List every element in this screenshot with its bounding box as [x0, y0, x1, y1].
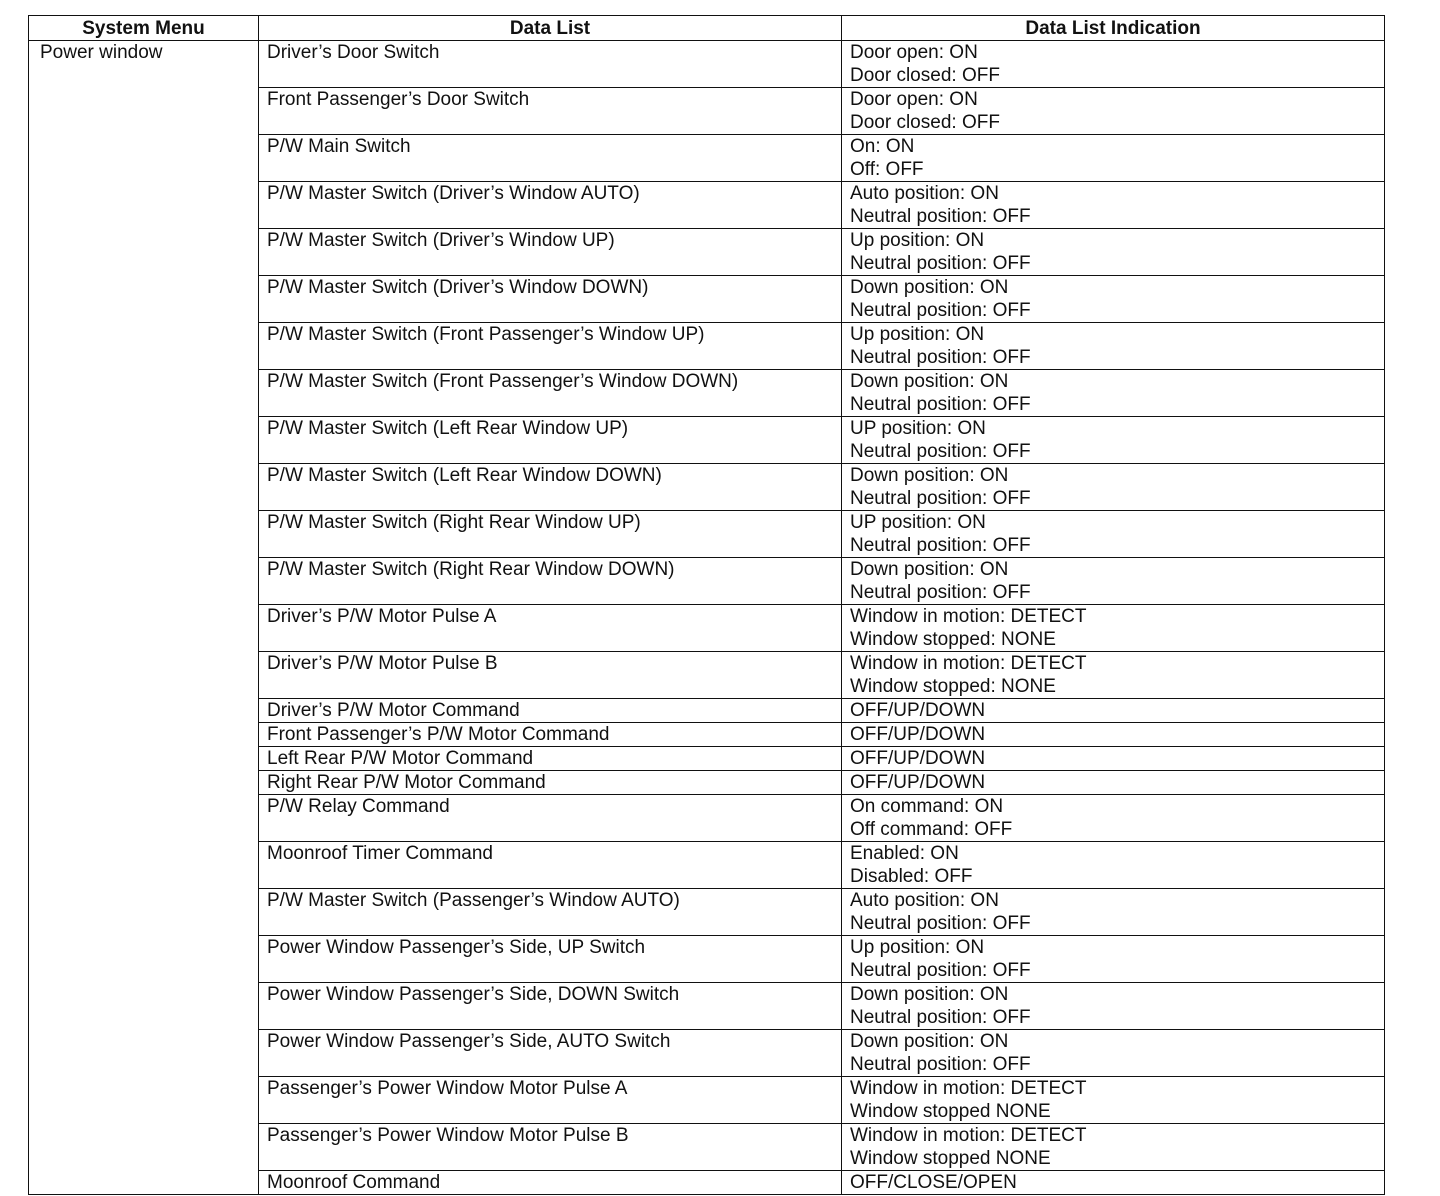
indication-line: Off: OFF — [850, 159, 924, 180]
table-header-row — [29, 16, 1385, 41]
data-list-item: Driver’s P/W Motor Pulse A — [259, 605, 842, 652]
data-list-indication — [842, 323, 1385, 370]
indication-line: Enabled: ON — [850, 843, 959, 864]
indication-line: Door open: ON — [850, 42, 978, 63]
indication-line: Neutral position: OFF — [850, 206, 1031, 227]
data-list-item: P/W Master Switch (Right Rear Window UP) — [259, 511, 842, 558]
data-list-item: P/W Master Switch (Passenger’s Window AUTO) — [259, 889, 842, 936]
data-list-item: Moonroof Timer Command — [259, 842, 842, 889]
indication-line: Auto position: ON — [850, 183, 999, 204]
indication-line: Up position: ON — [850, 324, 985, 345]
data-list-indication — [842, 511, 1385, 558]
indication-line: Neutral position: OFF — [850, 535, 1031, 556]
data-list-indication — [842, 771, 1385, 795]
indication-line: Neutral position: OFF — [850, 913, 1031, 934]
indication-line: Neutral position: OFF — [850, 394, 1031, 415]
indication-line: Window stopped: NONE — [850, 676, 1056, 697]
data-list-indication — [842, 464, 1385, 511]
data-list-item: P/W Master Switch (Front Passenger’s Window UP) — [259, 323, 842, 370]
data-list-item: P/W Master Switch (Front Passenger’s Window DOWN) — [259, 370, 842, 417]
data-list-indication — [842, 842, 1385, 889]
data-list-indication — [842, 652, 1385, 699]
table-row — [29, 41, 1385, 88]
data-list-item: Moonroof Command — [259, 1171, 842, 1195]
indication-line: On: ON — [850, 136, 915, 157]
data-list-item: Driver’s P/W Motor Pulse B — [259, 652, 842, 699]
indication-line: Neutral position: OFF — [850, 1054, 1031, 1075]
data-list-item: Power Window Passenger’s Side, AUTO Switch — [259, 1030, 842, 1077]
indication-line: Window stopped NONE — [850, 1148, 1051, 1169]
indication-line: Auto position: ON — [850, 890, 999, 911]
data-list-item: Driver’s Door Switch — [259, 41, 842, 88]
indication-line: Window in motion: DETECT — [850, 1125, 1087, 1146]
data-list-item: Right Rear P/W Motor Command — [259, 771, 842, 795]
data-list-item: Passenger’s Power Window Motor Pulse A — [259, 1077, 842, 1124]
header-data-list: Data List — [259, 16, 842, 41]
data-list-indication — [842, 795, 1385, 842]
data-list-indication — [842, 182, 1385, 229]
indication-line: Window in motion: DETECT — [850, 1078, 1087, 1099]
data-list-indication — [842, 558, 1385, 605]
data-list-item: Front Passenger’s Door Switch — [259, 88, 842, 135]
indication-line: Neutral position: OFF — [850, 582, 1031, 603]
data-list-item: Passenger’s Power Window Motor Pulse B — [259, 1124, 842, 1171]
data-list-page — [28, 15, 1384, 1195]
indication-line: UP position: ON — [850, 418, 986, 439]
indication-line: On command: ON — [850, 796, 1004, 817]
indication-line: Door open: ON — [850, 89, 978, 110]
data-list-indication — [842, 699, 1385, 723]
data-list-item: Power Window Passenger’s Side, UP Switch — [259, 936, 842, 983]
indication-line: OFF/UP/DOWN — [850, 748, 986, 769]
data-list-indication — [842, 229, 1385, 276]
data-list-indication — [842, 88, 1385, 135]
system-menu-cell: Power window — [29, 41, 259, 1195]
data-list-item: P/W Master Switch (Driver’s Window AUTO) — [259, 182, 842, 229]
data-list-item: P/W Relay Command — [259, 795, 842, 842]
indication-line: Window in motion: DETECT — [850, 653, 1087, 674]
indication-line: OFF/UP/DOWN — [850, 700, 986, 721]
indication-line: Up position: ON — [850, 230, 985, 251]
data-list-indication — [842, 276, 1385, 323]
data-list-indication — [842, 723, 1385, 747]
indication-line: Down position: ON — [850, 559, 1009, 580]
data-list-item: Driver’s P/W Motor Command — [259, 699, 842, 723]
data-list-indication — [842, 605, 1385, 652]
data-list-item: P/W Master Switch (Driver’s Window UP) — [259, 229, 842, 276]
indication-line: Neutral position: OFF — [850, 1007, 1031, 1028]
indication-line: Door closed: OFF — [850, 112, 1000, 133]
data-list-indication — [842, 889, 1385, 936]
data-list-indication — [842, 417, 1385, 464]
indication-line: Window stopped NONE — [850, 1101, 1051, 1122]
data-list-item: Left Rear P/W Motor Command — [259, 747, 842, 771]
data-list-indication — [842, 135, 1385, 182]
indication-line: Window in motion: DETECT — [850, 606, 1087, 627]
indication-line: Neutral position: OFF — [850, 347, 1031, 368]
data-list-item: P/W Main Switch — [259, 135, 842, 182]
indication-line: Neutral position: OFF — [850, 441, 1031, 462]
data-list-indication — [842, 936, 1385, 983]
header-data-list-indication: Data List Indication — [842, 16, 1385, 41]
indication-line: Neutral position: OFF — [850, 300, 1031, 321]
data-list-indication — [842, 1077, 1385, 1124]
data-list-indication — [842, 1030, 1385, 1077]
indication-line: Down position: ON — [850, 277, 1009, 298]
indication-line: OFF/UP/DOWN — [850, 772, 986, 793]
indication-line: Down position: ON — [850, 371, 1009, 392]
indication-line: OFF/UP/DOWN — [850, 724, 986, 745]
indication-line: Neutral position: OFF — [850, 488, 1031, 509]
data-list-indication — [842, 1171, 1385, 1195]
data-list-item: P/W Master Switch (Left Rear Window UP) — [259, 417, 842, 464]
indication-line: OFF/CLOSE/OPEN — [850, 1172, 1017, 1193]
data-list-item: Front Passenger’s P/W Motor Command — [259, 723, 842, 747]
data-list-indication — [842, 370, 1385, 417]
indication-line: Up position: ON — [850, 937, 985, 958]
data-list-table — [28, 15, 1385, 1195]
indication-line: Disabled: OFF — [850, 866, 973, 887]
data-list-indication — [842, 41, 1385, 88]
indication-line: Down position: ON — [850, 984, 1009, 1005]
data-list-item: P/W Master Switch (Left Rear Window DOWN) — [259, 464, 842, 511]
header-system-menu: System Menu — [29, 16, 259, 41]
table-body — [29, 41, 1385, 1195]
data-list-indication — [842, 983, 1385, 1030]
data-list-indication — [842, 1124, 1385, 1171]
indication-line: UP position: ON — [850, 512, 986, 533]
indication-line: Neutral position: OFF — [850, 960, 1031, 981]
indication-line: Door closed: OFF — [850, 65, 1000, 86]
data-list-item: P/W Master Switch (Driver’s Window DOWN) — [259, 276, 842, 323]
data-list-indication — [842, 747, 1385, 771]
data-list-item: P/W Master Switch (Right Rear Window DOWN) — [259, 558, 842, 605]
indication-line: Window stopped: NONE — [850, 629, 1056, 650]
indication-line: Neutral position: OFF — [850, 253, 1031, 274]
indication-line: Down position: ON — [850, 1031, 1009, 1052]
indication-line: Off command: OFF — [850, 819, 1013, 840]
indication-line: Down position: ON — [850, 465, 1009, 486]
data-list-item: Power Window Passenger’s Side, DOWN Switch — [259, 983, 842, 1030]
